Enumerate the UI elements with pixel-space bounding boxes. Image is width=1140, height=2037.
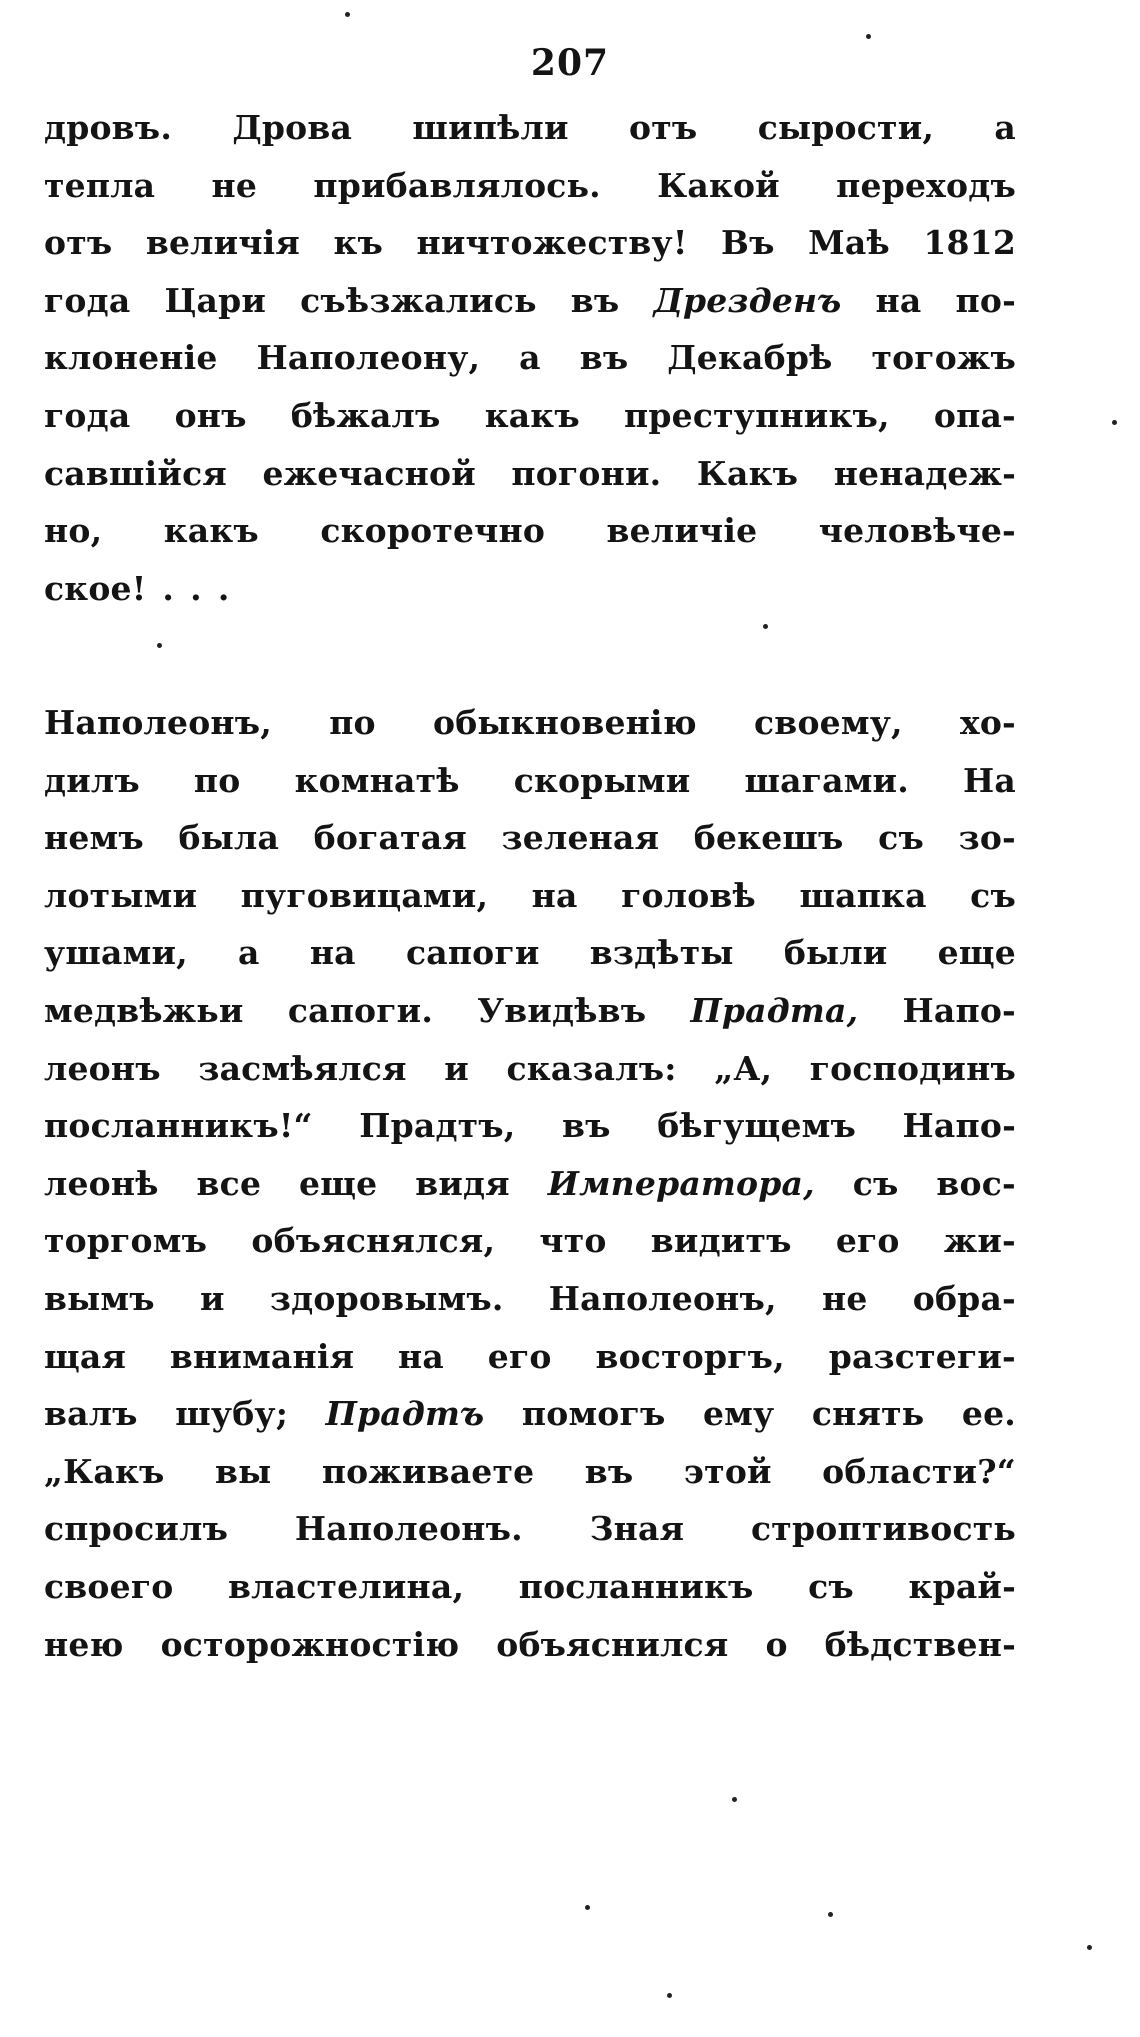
word: еще xyxy=(937,933,1016,973)
word: властелина, xyxy=(228,1566,465,1606)
word: снять xyxy=(811,1394,925,1434)
word: видитъ xyxy=(650,1221,792,1261)
word: года xyxy=(44,280,131,320)
word: сказалъ: xyxy=(506,1048,677,1088)
word: въ xyxy=(570,280,620,320)
word: прибавлялось. xyxy=(313,165,601,205)
word: вы xyxy=(214,1451,272,1491)
word: Декабрѣ xyxy=(667,338,833,378)
word: Наполеону, xyxy=(256,338,481,378)
word: шапка xyxy=(799,875,927,915)
word: Цари xyxy=(164,280,267,320)
word: области?“ xyxy=(822,1451,1016,1491)
word: а xyxy=(238,933,260,973)
text-line xyxy=(44,818,1016,876)
word: ежечасной xyxy=(262,453,476,493)
word: „А, xyxy=(714,1048,773,1088)
print-speck xyxy=(1087,1945,1092,1950)
text-line xyxy=(44,1337,1016,1395)
word: Въ xyxy=(721,223,775,263)
word: какъ xyxy=(163,511,259,551)
word: вниманія xyxy=(169,1336,355,1376)
word: край- xyxy=(908,1566,1016,1606)
text-line xyxy=(44,1049,1016,1107)
word: по- xyxy=(955,280,1016,320)
text-line xyxy=(44,933,1016,991)
word: леонъ xyxy=(44,1048,161,1088)
word: . xyxy=(162,568,175,608)
word: дилъ xyxy=(44,760,140,800)
print-speck xyxy=(157,643,162,648)
word: Напо- xyxy=(902,990,1016,1030)
word: своего xyxy=(44,1566,174,1606)
word: строптивость xyxy=(751,1509,1016,1549)
text-line xyxy=(44,1509,1016,1567)
word: опа- xyxy=(933,395,1016,435)
word: Прадтъ, xyxy=(359,1106,516,1146)
word: Напо- xyxy=(902,1106,1016,1146)
word: Маѣ xyxy=(808,223,890,263)
word: тепла xyxy=(44,165,156,205)
word: посланникъ!“ xyxy=(44,1106,313,1146)
text-line xyxy=(44,876,1016,934)
word: богатая xyxy=(313,818,467,858)
word: погони. xyxy=(511,453,662,493)
word: съ xyxy=(878,818,924,858)
word: этой xyxy=(683,1451,772,1491)
word: медвѣжьи xyxy=(44,990,244,1030)
word: на xyxy=(398,1336,444,1376)
word: Зная xyxy=(589,1509,685,1549)
word: его xyxy=(487,1336,552,1376)
word: Дрезденъ xyxy=(653,280,842,320)
word: пуговицами, xyxy=(240,875,489,915)
word: съ xyxy=(808,1566,854,1606)
word: скорыми xyxy=(513,760,691,800)
word: бѣдствен- xyxy=(824,1624,1016,1664)
print-speck xyxy=(585,1905,590,1910)
word: леонѣ xyxy=(44,1163,159,1203)
word: зеленая xyxy=(501,818,660,858)
word: его xyxy=(835,1221,900,1261)
word: нею xyxy=(44,1624,124,1664)
text-line xyxy=(44,1279,1016,1337)
word: Наполеонъ, xyxy=(44,703,272,742)
word: хо- xyxy=(959,703,1016,742)
text-line xyxy=(44,1106,1016,1164)
word: посланникъ xyxy=(518,1566,754,1606)
paragraph-1 xyxy=(44,108,1016,626)
word: на xyxy=(309,933,356,973)
word: не xyxy=(821,1278,868,1318)
page-number: 207 xyxy=(530,42,610,84)
word: Дрова xyxy=(232,108,353,147)
text-line xyxy=(44,108,1016,166)
print-speck xyxy=(828,1912,833,1917)
word: головѣ xyxy=(621,875,756,915)
word: щая xyxy=(44,1336,127,1376)
text-line xyxy=(44,511,1016,569)
text-line xyxy=(44,703,1016,761)
word: 1812 xyxy=(923,223,1016,263)
word: отъ xyxy=(629,108,698,147)
word: а xyxy=(994,108,1016,147)
text-line xyxy=(44,1452,1016,1510)
word: съѣзжались xyxy=(300,280,537,320)
word: съ xyxy=(852,1163,899,1203)
print-speck xyxy=(1112,420,1117,425)
word: о xyxy=(765,1624,788,1664)
text-line xyxy=(44,991,1016,1049)
word: Прадтъ xyxy=(325,1394,485,1434)
text-line xyxy=(44,223,1016,281)
text-line xyxy=(44,166,1016,224)
word: объяснялся, xyxy=(251,1221,496,1261)
word: зо- xyxy=(958,818,1016,858)
word: и xyxy=(200,1278,225,1318)
word: спросилъ xyxy=(44,1509,229,1549)
word: клоненіе xyxy=(44,338,218,378)
text-line xyxy=(44,1221,1016,1279)
print-speck xyxy=(866,34,871,39)
word: вос- xyxy=(936,1163,1016,1203)
text-line xyxy=(44,1567,1016,1625)
word: въ xyxy=(584,1451,634,1491)
text-line xyxy=(44,1625,1016,1683)
word: по xyxy=(329,703,376,742)
word: Какой xyxy=(657,165,780,205)
word: здоровымъ. xyxy=(269,1278,504,1318)
word: восторгъ, xyxy=(595,1336,785,1376)
word: тогожъ xyxy=(871,338,1016,378)
word: объяснился xyxy=(496,1624,729,1664)
word: осторожностію xyxy=(160,1624,460,1664)
word: человѣче- xyxy=(818,511,1016,551)
word: „Какъ xyxy=(44,1451,165,1491)
word: съ xyxy=(970,875,1016,915)
word: Какъ xyxy=(696,453,799,493)
word: ничтожеству! xyxy=(416,223,688,263)
text-line xyxy=(44,1394,1016,1452)
word: величіе xyxy=(606,511,758,551)
word: были xyxy=(783,933,888,973)
word: немъ xyxy=(44,818,144,858)
print-speck xyxy=(763,624,768,629)
word: лотыми xyxy=(44,875,198,915)
text-line xyxy=(44,396,1016,454)
word: еще xyxy=(299,1163,378,1203)
word: Прадта, xyxy=(690,990,859,1030)
word: видя xyxy=(415,1163,510,1203)
word: обыкновенію xyxy=(433,703,697,742)
word: Наполеонъ, xyxy=(548,1278,777,1318)
word: комнатѣ xyxy=(294,760,460,800)
text-line xyxy=(44,454,1016,512)
word: бѣжалъ xyxy=(290,395,441,435)
word: въ xyxy=(562,1106,611,1146)
text-line xyxy=(44,338,1016,396)
word: обра- xyxy=(912,1278,1016,1318)
word: савшійся xyxy=(44,453,227,493)
word: все xyxy=(196,1163,262,1203)
word: валъ xyxy=(44,1394,138,1434)
word: дровъ. xyxy=(44,108,173,147)
word: господинъ xyxy=(809,1048,1016,1088)
word: величія xyxy=(145,223,300,263)
word: ее. xyxy=(961,1394,1016,1434)
word: бекешъ xyxy=(693,818,844,858)
word: была xyxy=(178,818,280,858)
word: бѣгущемъ xyxy=(657,1106,857,1146)
word: въ xyxy=(579,338,629,378)
word: скоротечно xyxy=(320,511,546,551)
text-line xyxy=(44,569,1016,627)
word: торгомъ xyxy=(44,1221,208,1261)
word: сырости, xyxy=(757,108,935,147)
word: На xyxy=(962,760,1016,800)
word: отъ xyxy=(44,223,113,263)
word: помогъ xyxy=(521,1394,666,1434)
print-speck xyxy=(345,12,350,17)
word: какъ xyxy=(484,395,580,435)
word: шипѣли xyxy=(412,108,569,147)
word: поживаете xyxy=(321,1451,535,1491)
paragraph-2 xyxy=(44,703,1016,1682)
text-line xyxy=(44,281,1016,339)
word: переходъ xyxy=(836,165,1016,205)
word: года xyxy=(44,395,131,435)
word: . xyxy=(217,568,230,608)
word: сапоги. xyxy=(287,990,434,1030)
word: сапоги xyxy=(405,933,540,973)
word: и xyxy=(444,1048,469,1088)
text-line xyxy=(44,1164,1016,1222)
word: вымъ xyxy=(44,1278,155,1318)
print-speck xyxy=(667,1993,672,1998)
word: Императора, xyxy=(547,1163,815,1203)
word: ему xyxy=(702,1394,775,1434)
word: по xyxy=(193,760,241,800)
word: шагами. xyxy=(744,760,909,800)
text-line xyxy=(44,761,1016,819)
word: Увидѣвъ xyxy=(477,990,647,1030)
word: преступникъ, xyxy=(624,395,890,435)
word: . xyxy=(190,568,202,608)
word: на xyxy=(875,280,922,320)
word: ненадеж- xyxy=(833,453,1016,493)
word: Наполеонъ. xyxy=(294,1509,523,1549)
word: ское! xyxy=(44,568,147,608)
word: не xyxy=(211,165,258,205)
word: своему, xyxy=(754,703,903,742)
word: вздѣты xyxy=(589,933,734,973)
word: на xyxy=(531,875,578,915)
word: засмѣялся xyxy=(198,1048,407,1088)
word: а xyxy=(519,338,541,378)
word: разстеги- xyxy=(828,1336,1016,1376)
word: что xyxy=(539,1221,607,1261)
word: но, xyxy=(44,511,103,551)
word: жи- xyxy=(943,1221,1016,1261)
word: къ xyxy=(333,223,384,263)
word: онъ xyxy=(174,395,247,435)
word: шубу; xyxy=(175,1394,289,1434)
word: ушами, xyxy=(44,933,188,973)
print-speck xyxy=(732,1797,737,1802)
